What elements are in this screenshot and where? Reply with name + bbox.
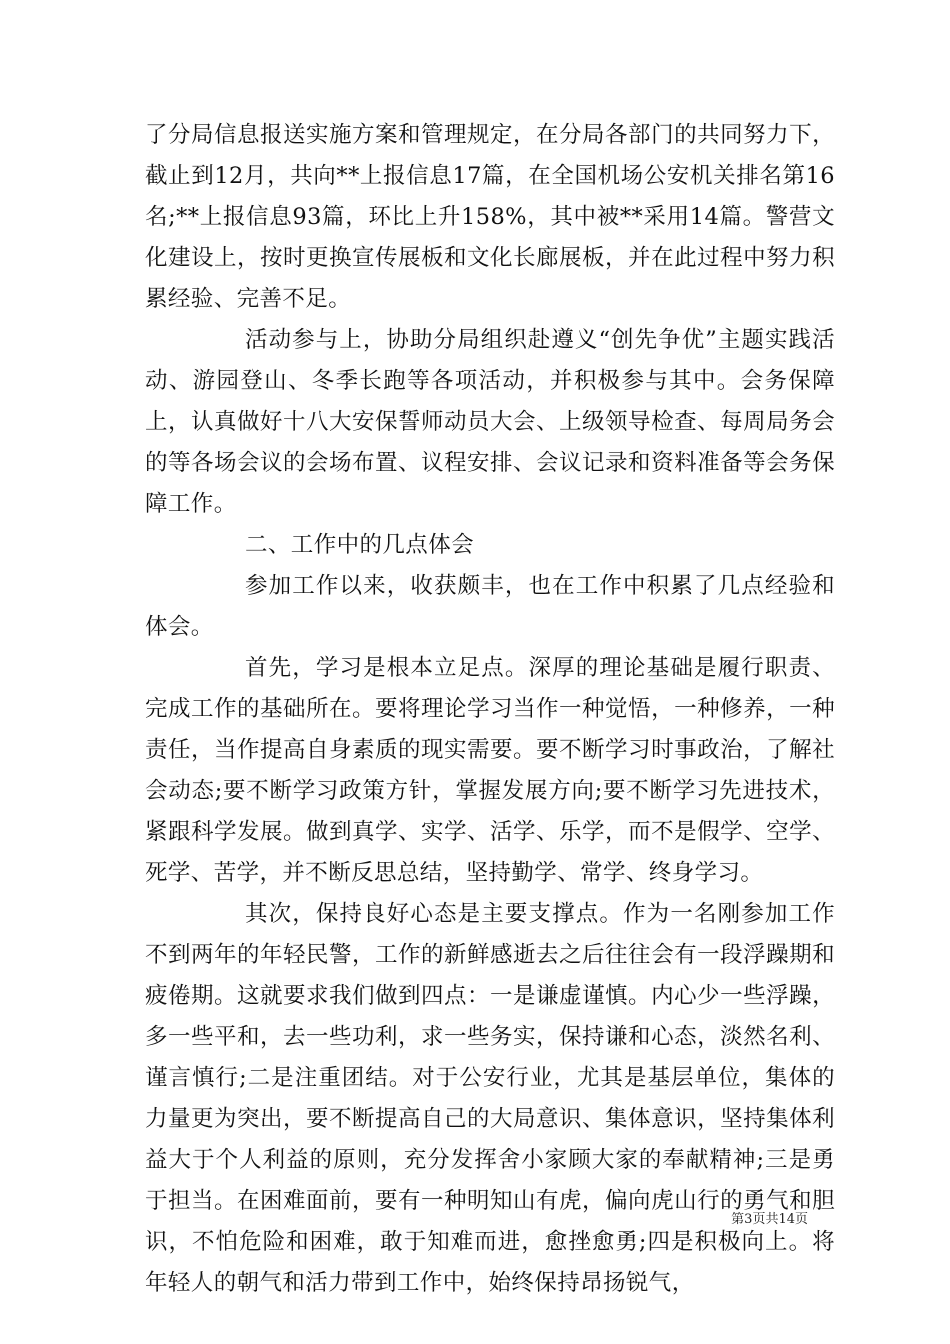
page-number-footer: 第3页共14页 bbox=[731, 1212, 808, 1227]
section-heading: 二、工作中的几点体会 bbox=[245, 532, 475, 558]
paragraph: 其次，保持良好心态是主要支撑点。作为一名刚参加工作不到两年的年轻民警，工作的新鲜感逝去之后往往会有一段浮躁期和疲倦期。这就要求我们做到四点：一是谦虚谨慎。内心少一些浮躁，多一些平和，去一些功利，求一些务实，保持谦和心态，淡然名利、谨言慎行;二是注重团结。对于公安行业，尤其是基层单位，集体的力量更为突出，要不断提高自己的大局意识、集体意识，坚持集体利益大于个人利益的原则，充分发挥舍小家顾大家的奉献精神;三是勇于担当。在困难面前，要有一种明知山有虎，偏向虎山行的勇气和胆识，不怕危险和困难，敢于知难而进，愈挫愈勇;四是积极向上。将年轻人的朝气和活力带到工作中，始终保持昂扬锐气， bbox=[145, 901, 835, 1296]
document-body bbox=[145, 115, 835, 1304]
paragraph: 首先，学习是根本立足点。深厚的理论基础是履行职责、完成工作的基础所在。要将理论学习当作一种觉悟，一种修养，一种责任，当作提高自身素质的现实需要。要不断学习时事政治，了解社会动态;要不断学习政策方针，掌握发展方向;要不断学习先进技术，紧跟科学发展。做到真学、实学、活学、乐学，而不是假学、空学、死学、苦学，并不断反思总结，坚持勤学、常学、终身学习。 bbox=[145, 655, 835, 886]
paragraph: 活动参与上，协助分局组织赴遵义“创先争优”主题实践活动、游园登山、冬季长跑等各项活动，并积极参与其中。会务保障上，认真做好十八大安保誓师动员大会、上级领导检查、每周局务会的等各场会议的会场布置、议程安排、会议记录和资料准备等会务保障工作。 bbox=[145, 327, 835, 517]
paragraph: 参加工作以来，收获颇丰，也在工作中积累了几点经验和体会。 bbox=[145, 573, 835, 640]
paragraph: 了分局信息报送实施方案和管理规定，在分局各部门的共同努力下，截止到12月，共向**上报信息17篇，在全国机场公安机关排名第16名;**上报信息93篇，环比上升158%，其中被**采用14篇。警营文化建设上，按时更换宣传展板和文化长廊展板，并在此过程中努力积累经验、完善不足。 bbox=[145, 122, 835, 312]
